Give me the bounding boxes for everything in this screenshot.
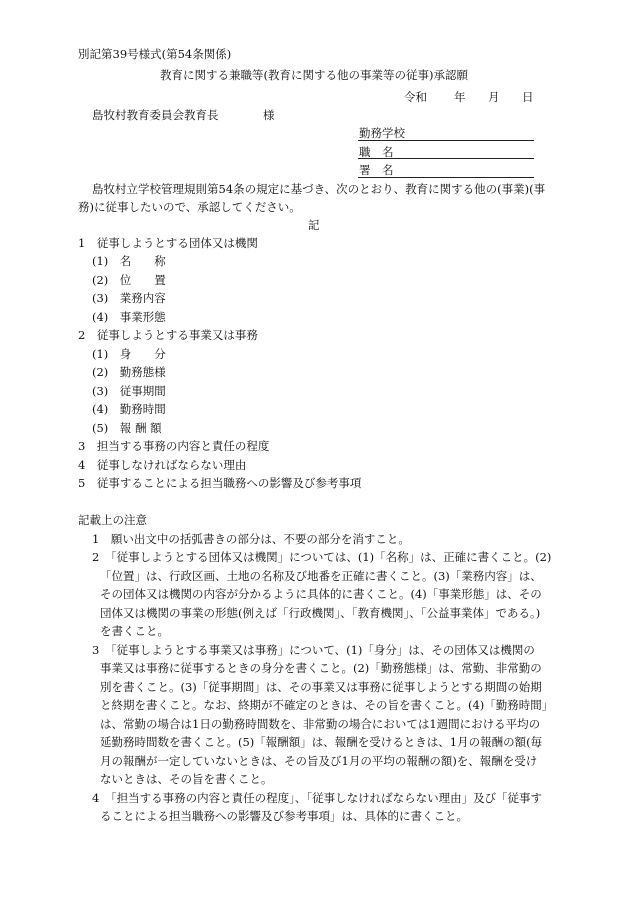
form-number: 別記第39号様式(第54条関係) [78, 47, 232, 61]
date-day: 日 [522, 90, 534, 104]
note-line: 事業又は事務に従事するときの身分を書くこと。(2)「勤務態様」は、常勤、非常勤の [100, 661, 542, 675]
item-1-4: (4) 事業形態 [92, 310, 166, 324]
item-2-3: (3) 従事期間 [92, 384, 166, 398]
note-line: その団体又は機関の内容が分かるように具体的に書くこと。(4)「事業形態」は、その [100, 587, 542, 601]
item-1-3: (3) 業務内容 [92, 291, 166, 305]
date-month: 月 [488, 90, 500, 104]
item-4: 4 従事しなければならない理由 [78, 458, 247, 472]
intro-line-1: 島牧村立学校管理規則第54条の規定に基づき、次のとおり、教育に関する他の(事業)(事 [92, 182, 546, 196]
date-era: 令和 [404, 90, 427, 104]
document-title: 教育に関する兼職等(教育に関する他の事業等の従事)承認願 [160, 68, 468, 82]
item-2-5: (5) 報 酬 額 [92, 421, 162, 435]
ki-heading: 記 [308, 218, 320, 232]
item-2-2: (2) 勤務態様 [92, 365, 166, 379]
note-line: 4 「担当する事務の内容と責任の程度」、「従事しなければならない理由」及び「従事す [92, 791, 543, 805]
item-1-2: (2) 位 置 [92, 273, 166, 287]
note-line: 延勤務時間数を書くこと。(5)「報酬額」は、報酬を受けるときは、1月の報酬の額(毎 [100, 735, 543, 749]
item-1: 1 従事しようとする団体又は機関 [78, 236, 258, 250]
note-line: は、常勤の場合は1日の勤務時間数を、非常勤の場合においては1週間における平均の [100, 717, 541, 731]
signature-label: 署 名 [359, 163, 394, 177]
note-line: を書くこと。 [100, 624, 169, 638]
note-line: 2 「従事しようとする団体又は機関」については、(1)「名称」は、正確に書くこと。(2) [92, 550, 552, 564]
item-1-1: (1) 名 称 [92, 254, 166, 268]
note-line: 団体又は機関の事業の形態(例えば「行政機関」、「教育機関」、「公益事業体」である。) [100, 606, 541, 620]
item-5: 5 従事することによる担当職務への影響及び参考事項 [78, 476, 362, 490]
note-line: 「位置」は、行政区画、土地の名称及び地番を正確に書くこと。(3)「業務内容」は、 [100, 569, 542, 583]
date-year: 年 [454, 90, 466, 104]
position-field-line [358, 158, 534, 159]
item-2-1: (1) 身 分 [92, 347, 166, 361]
school-field-line [358, 140, 534, 141]
note-line: と終期を書くこと。なお、終期が不確定のときは、その旨を書くこと。(4)「勤務時間」 [100, 698, 554, 712]
item-2: 2 従事しようとする事業又は事務 [78, 328, 258, 342]
item-2-4: (4) 勤務時間 [92, 402, 166, 416]
signature-field-line [358, 177, 534, 178]
note-line: 3 「従事しようとする事業又は事務」について、(1)「身分」は、その団体又は機関の [92, 643, 535, 657]
note-line: 別を書くこと。(3)「従事期間」は、その事業又は事務に従事しようとする期間の始期 [100, 680, 542, 694]
note-line: ないときは、その旨を書くこと。 [100, 772, 273, 786]
addressee: 島牧村教育委員会教育長 [92, 108, 219, 122]
addressee-suffix: 様 [263, 108, 275, 122]
note-line: 1 願い出文中の括弧書きの部分は、不要の部分を消すこと。 [92, 532, 410, 546]
position-label: 職 名 [359, 145, 394, 159]
note-line: 月の報酬が一定していないときは、その旨及び1月の平均の報酬の額)を、報酬を受け [100, 754, 538, 768]
notes-heading: 記載上の注意 [78, 513, 147, 527]
intro-line-2: 務)に従事したいので、承認してください。 [78, 200, 301, 214]
note-line: ることによる担当職務への影響及び参考事項」は、具体的に書くこと。 [100, 809, 468, 823]
item-3: 3 担当する事務の内容と責任の程度 [78, 439, 270, 453]
school-label: 勤務学校 [359, 126, 405, 140]
